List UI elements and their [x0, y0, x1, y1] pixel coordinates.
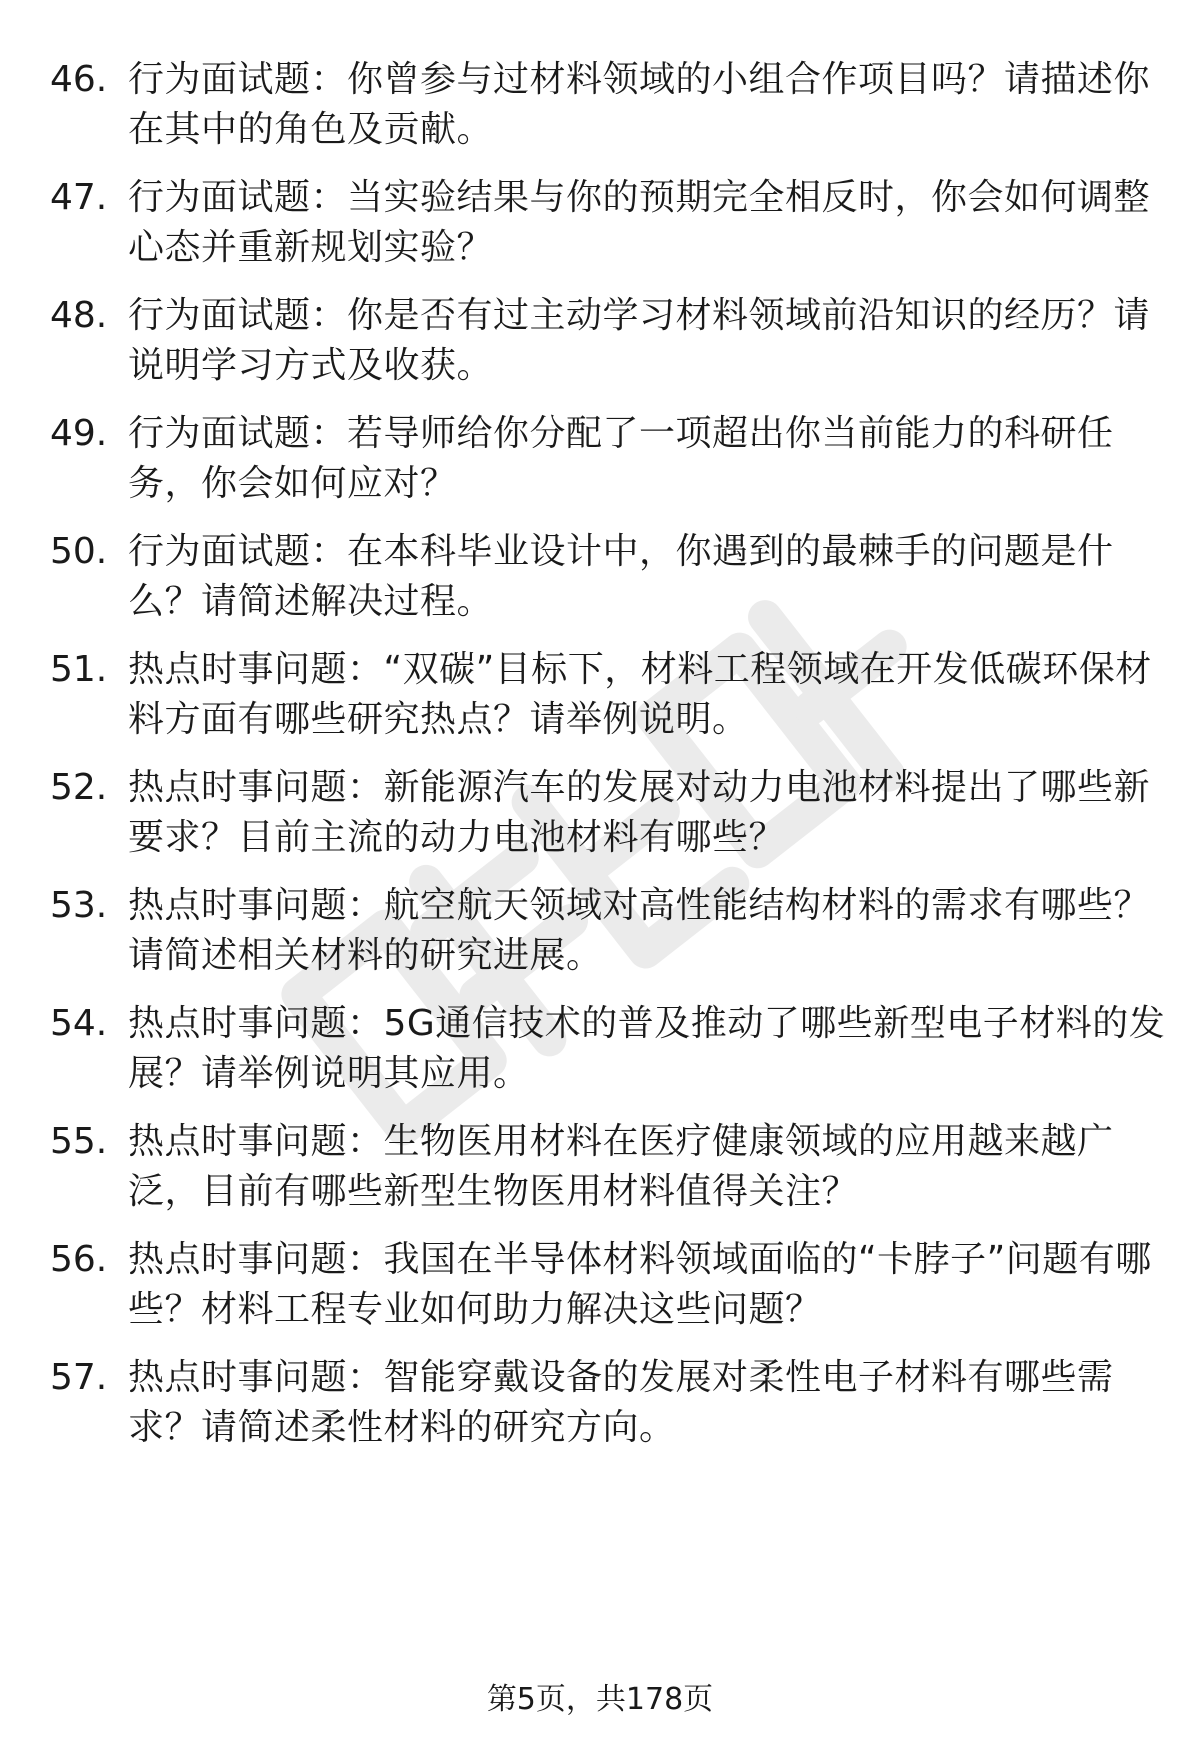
question-number: 48. [50, 295, 108, 336]
question-text: 行为面试题：当实验结果与你的预期完全相反时，你会如何调整心态并重新规划实验？ [128, 177, 1151, 268]
question-text: 热点时事问题：我国在半导体材料领域面临的“卡脖子”问题有哪些？材料工程专业如何助力解决这些问题？ [128, 1239, 1152, 1330]
question-number: 52. [50, 767, 108, 808]
question-text: 行为面试题：若导师给你分配了一项超出你当前能力的科研任务，你会如何应对？ [128, 413, 1114, 504]
question-number: 57. [50, 1357, 108, 1398]
question-item [50, 1235, 1160, 1335]
question-number: 56. [50, 1239, 108, 1280]
question-item [50, 409, 1160, 509]
question-item [50, 55, 1160, 155]
question-number: 51. [50, 649, 108, 690]
question-number: 49. [50, 413, 108, 454]
question-item [50, 999, 1166, 1099]
question-text: 热点时事问题：智能穿戴设备的发展对柔性电子材料有哪些需求？请简述柔性材料的研究方向。 [128, 1357, 1114, 1448]
question-item [50, 173, 1160, 273]
question-item [50, 763, 1160, 863]
question-number: 54. [50, 1003, 108, 1044]
question-text: 行为面试题：在本科毕业设计中，你遇到的最棘手的问题是什么？请简述解决过程。 [128, 531, 1114, 622]
question-item [50, 881, 1160, 981]
question-item [50, 291, 1160, 391]
question-item [50, 1353, 1160, 1453]
question-number: 47. [50, 177, 108, 218]
question-text: 行为面试题：你是否有过主动学习材料领域前沿知识的经历？请说明学习方式及收获。 [128, 295, 1151, 386]
question-text: 热点时事问题：生物医用材料在医疗健康领域的应用越来越广泛，目前有哪些新型生物医用材料值得关注？ [128, 1121, 1114, 1212]
question-item [50, 527, 1160, 627]
question-number: 50. [50, 531, 108, 572]
page-footer: 第5页，共178页 [486, 1682, 714, 1717]
question-text: 行为面试题：你曾参与过材料领域的小组合作项目吗？请描述你在其中的角色及贡献。 [128, 59, 1151, 150]
question-item [50, 1117, 1160, 1217]
question-text: 热点时事问题：航空航天领域对高性能结构材料的需求有哪些？请简述相关材料的研究进展。 [128, 885, 1151, 976]
question-number: 55. [50, 1121, 108, 1162]
question-number: 53. [50, 885, 108, 926]
question-text: 热点时事问题：新能源汽车的发展对动力电池材料提出了哪些新要求？目前主流的动力电池材料有哪些？ [128, 767, 1151, 858]
question-item [50, 645, 1160, 745]
question-text: 热点时事问题：5G通信技术的普及推动了哪些新型电子材料的发展？请举例说明其应用。 [128, 1003, 1166, 1094]
question-number: 46. [50, 59, 108, 100]
question-text: 热点时事问题：“双碳”目标下，材料工程领域在开发低碳环保材料方面有哪些研究热点？请举例说明。 [128, 649, 1152, 740]
